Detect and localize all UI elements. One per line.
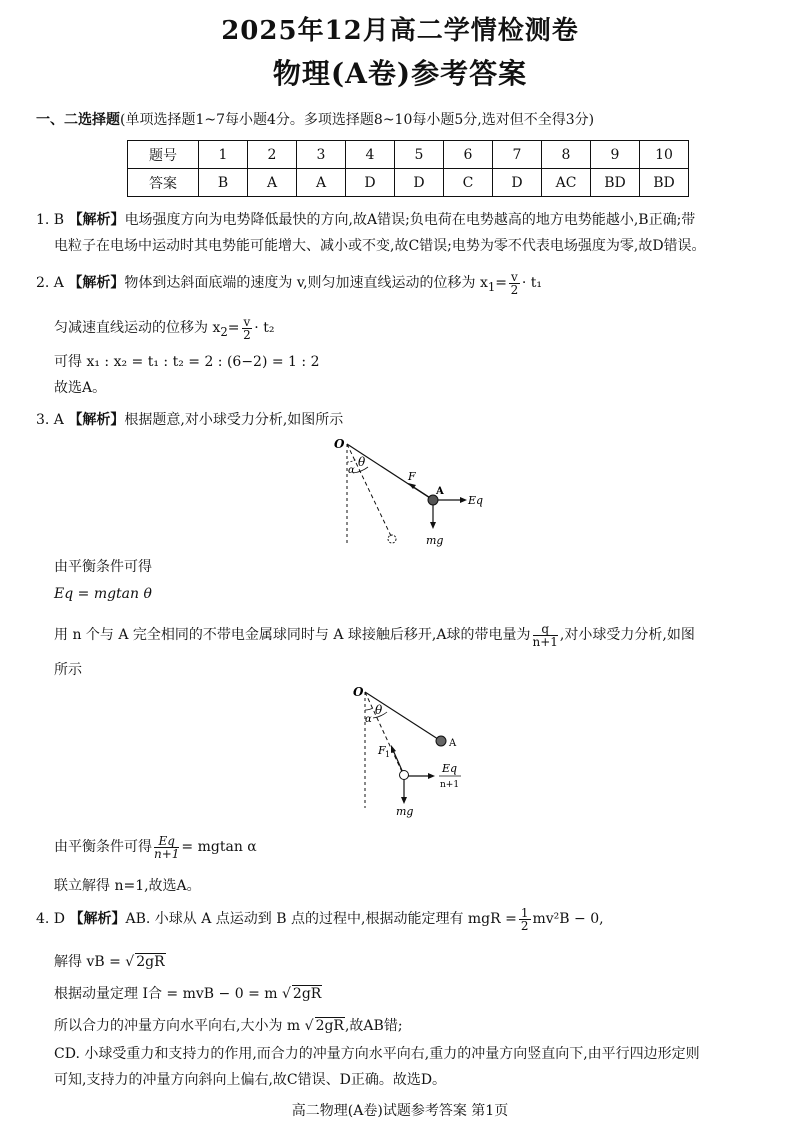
q3-number: 3. A bbox=[36, 412, 64, 428]
label-a: A bbox=[436, 486, 444, 497]
q2-eq: = bbox=[227, 320, 240, 336]
alpha-arc bbox=[365, 708, 373, 710]
label-mg: mg bbox=[396, 805, 414, 818]
q4-line4: 所以合力的冲量方向水平向右,大小为 m √ 2gR,故AB错; bbox=[54, 1018, 403, 1034]
table-cell: 6 bbox=[444, 141, 493, 169]
label-mg: mg bbox=[426, 534, 444, 547]
table-row-numbers bbox=[128, 141, 689, 169]
q3-text: 由平衡条件可得 bbox=[54, 839, 152, 855]
section-title: 一、二选择题 bbox=[36, 112, 120, 128]
q3-fraction bbox=[154, 835, 179, 860]
q2-text: 匀减速直线运动的位移为 x bbox=[54, 320, 221, 336]
q4-line3: 根据动量定理 I合 = mvB − 0 = m √ 2gR bbox=[54, 986, 322, 1002]
sqrt-expression: 2gR bbox=[136, 954, 165, 970]
fraction-denominator: n+1 bbox=[532, 634, 558, 649]
q2-line3: 可得 x₁ : x₂ = t₁ : t₂ = 2 : (6−2) = 1 : 2 bbox=[54, 354, 320, 370]
fraction-denominator: n+1 bbox=[154, 846, 180, 861]
q2-sub: 2 bbox=[220, 324, 228, 339]
q3-fraction bbox=[533, 623, 558, 648]
q4-text: AB. 小球从 A 点运动到 B 点的过程中,根据动能定理有 mgR = bbox=[125, 911, 517, 927]
sqrt-expression: 2gR bbox=[292, 986, 322, 1002]
arrow-head bbox=[391, 745, 396, 753]
table-cell: 7 bbox=[493, 141, 542, 169]
q2-term: · t₂ bbox=[254, 320, 275, 336]
table-cell: D bbox=[395, 169, 444, 197]
q4-line6: 可知,支持力的冲量方向斜向上偏右,故C错误、D正确。故选D。 bbox=[54, 1072, 447, 1088]
label-o: O bbox=[353, 685, 364, 699]
table-cell: B bbox=[199, 169, 248, 197]
table-cell: BD bbox=[640, 169, 689, 197]
q2-fraction bbox=[242, 316, 253, 341]
table-header-cell: 题号 bbox=[128, 141, 199, 169]
answer-table bbox=[127, 140, 689, 197]
q3-text: = mgtan α bbox=[181, 839, 257, 855]
q4-line1 bbox=[36, 904, 604, 934]
q4-line2: 解得 vB = √ 2gR bbox=[54, 954, 165, 970]
q4-text: 根据动量定理 I合 = mvB − 0 = m bbox=[54, 986, 278, 1002]
fraction-denominator: 2 bbox=[510, 282, 519, 297]
ball-a bbox=[436, 736, 446, 746]
fraction-numerator: v bbox=[243, 314, 251, 329]
q3-tag: 【解析】 bbox=[68, 412, 125, 428]
label-eq: Eq bbox=[442, 762, 458, 775]
label-eq: Eq bbox=[468, 494, 484, 507]
fraction-denominator: 2 bbox=[520, 918, 529, 933]
fraction-numerator: 1 bbox=[520, 905, 529, 920]
fraction-denominator: 2 bbox=[243, 327, 251, 342]
q2-line1 bbox=[36, 268, 542, 302]
q3-line1 bbox=[36, 410, 343, 430]
q4-number: 4. D bbox=[36, 911, 66, 927]
arrow-head bbox=[428, 773, 435, 779]
section-heading bbox=[36, 110, 594, 130]
label-alpha: α bbox=[348, 465, 355, 476]
q2-line2 bbox=[54, 313, 274, 347]
label-f: F bbox=[408, 470, 416, 483]
q1-text: 电场强度方向为电势降低最快的方向,故A错误;负电荷在电势越高的地方电势能越小,B正确;带 bbox=[124, 212, 696, 228]
label-alpha: α bbox=[365, 714, 372, 725]
q1-line1 bbox=[36, 210, 695, 230]
q1-line2: 电粒子在电场中运动时其电势能可能增大、减小或不变,故C错误;电势为零不代表电场强度为零,故D错误。 bbox=[54, 238, 706, 254]
table-cell: D bbox=[493, 169, 542, 197]
q4-text: mv²B − 0, bbox=[532, 911, 604, 927]
ball-dashed bbox=[400, 771, 409, 780]
fraction-numerator: Eq bbox=[154, 835, 179, 848]
q2-line4: 故选A。 bbox=[54, 380, 107, 396]
table-cell: A bbox=[297, 169, 346, 197]
table-cell: C bbox=[444, 169, 493, 197]
page-subtitle: 物理(A卷)参考答案 bbox=[272, 57, 528, 90]
fraction-numerator: q bbox=[533, 623, 558, 636]
sqrt-expression: 2gR bbox=[315, 1018, 344, 1034]
table-cell: D bbox=[346, 169, 395, 197]
table-cell: 3 bbox=[297, 141, 346, 169]
table-row-answers bbox=[128, 169, 689, 197]
arrow-head bbox=[460, 497, 467, 503]
dashed-ball bbox=[388, 535, 396, 543]
label-theta: θ bbox=[375, 703, 383, 717]
q2-term: · t₁ bbox=[521, 275, 542, 291]
label-a: A bbox=[449, 738, 457, 749]
label-f1-sub: 1 bbox=[385, 750, 391, 759]
q2-text: 物体到达斜面底端的速度为 v,则匀加速直线运动的位移为 x bbox=[124, 275, 488, 291]
q2-fraction bbox=[509, 271, 520, 296]
table-cell: 4 bbox=[346, 141, 395, 169]
q4-tag: 【解析】 bbox=[69, 911, 126, 927]
q3-line2: 由平衡条件可得 bbox=[54, 559, 152, 575]
force-diagram-2 bbox=[345, 684, 485, 820]
q3-line3: Eq = mgtan θ bbox=[54, 586, 152, 602]
table-cell: 8 bbox=[542, 141, 591, 169]
q4-text: ,故AB错; bbox=[344, 1018, 403, 1034]
q4-text: 解得 vB = bbox=[54, 954, 121, 970]
q3-line4 bbox=[54, 620, 695, 650]
table-cell: BD bbox=[591, 169, 640, 197]
arrow-head bbox=[430, 522, 436, 529]
section-note: (单项选择题1~7每小题4分。多项选择题8~10每小题5分,选对但不全得3分) bbox=[120, 112, 595, 128]
table-cell: AC bbox=[542, 169, 591, 197]
alpha-arc bbox=[347, 459, 357, 462]
q3-text: 根据题意,对小球受力分析,如图所示 bbox=[124, 412, 344, 428]
table-cell: A bbox=[248, 169, 297, 197]
table-header-cell: 答案 bbox=[128, 169, 199, 197]
q1-tag: 【解析】 bbox=[68, 212, 125, 228]
q1-number: 1. B bbox=[36, 212, 65, 228]
q4-text: 所以合力的冲量方向水平向右,大小为 m bbox=[54, 1018, 301, 1034]
q2-sub: 1 bbox=[487, 279, 496, 294]
page-footer: 高二物理(A卷)试题参考答案 第1页 bbox=[291, 1103, 509, 1119]
arrow-head bbox=[401, 797, 407, 804]
q3-line5: 所示 bbox=[54, 662, 82, 678]
q3-line6 bbox=[54, 832, 257, 862]
q2-eq: = bbox=[495, 275, 508, 291]
fraction-numerator: v bbox=[511, 269, 518, 284]
label-theta: θ bbox=[358, 455, 366, 469]
q4-line5: CD. 小球受重力和支持力的作用,而合力的冲量方向水平向右,重力的冲量方向竖直向下,由平行四边形定则 bbox=[54, 1046, 700, 1062]
q4-fraction bbox=[519, 907, 531, 932]
label-o: O bbox=[334, 437, 345, 451]
force-diagram-1 bbox=[320, 432, 490, 552]
table-cell: 2 bbox=[248, 141, 297, 169]
q3-line7: 联立解得 n=1,故选A。 bbox=[54, 878, 201, 894]
q2-number: 2. A bbox=[36, 275, 64, 291]
table-cell: 9 bbox=[591, 141, 640, 169]
q3-text: 用 n 个与 A 完全相同的不带电金属球同时与 A 球接触后移开,A球的带电量为 bbox=[54, 627, 531, 643]
table-cell: 10 bbox=[640, 141, 689, 169]
q2-tag: 【解析】 bbox=[68, 275, 125, 291]
table-cell: 5 bbox=[395, 141, 444, 169]
label-eq-den: n+1 bbox=[440, 780, 460, 790]
q3-text: ,对小球受力分析,如图 bbox=[559, 627, 695, 643]
page-title: 2025年12月高二学情检测卷 bbox=[221, 16, 579, 46]
table-cell: 1 bbox=[199, 141, 248, 169]
label-f1: F bbox=[378, 744, 386, 757]
